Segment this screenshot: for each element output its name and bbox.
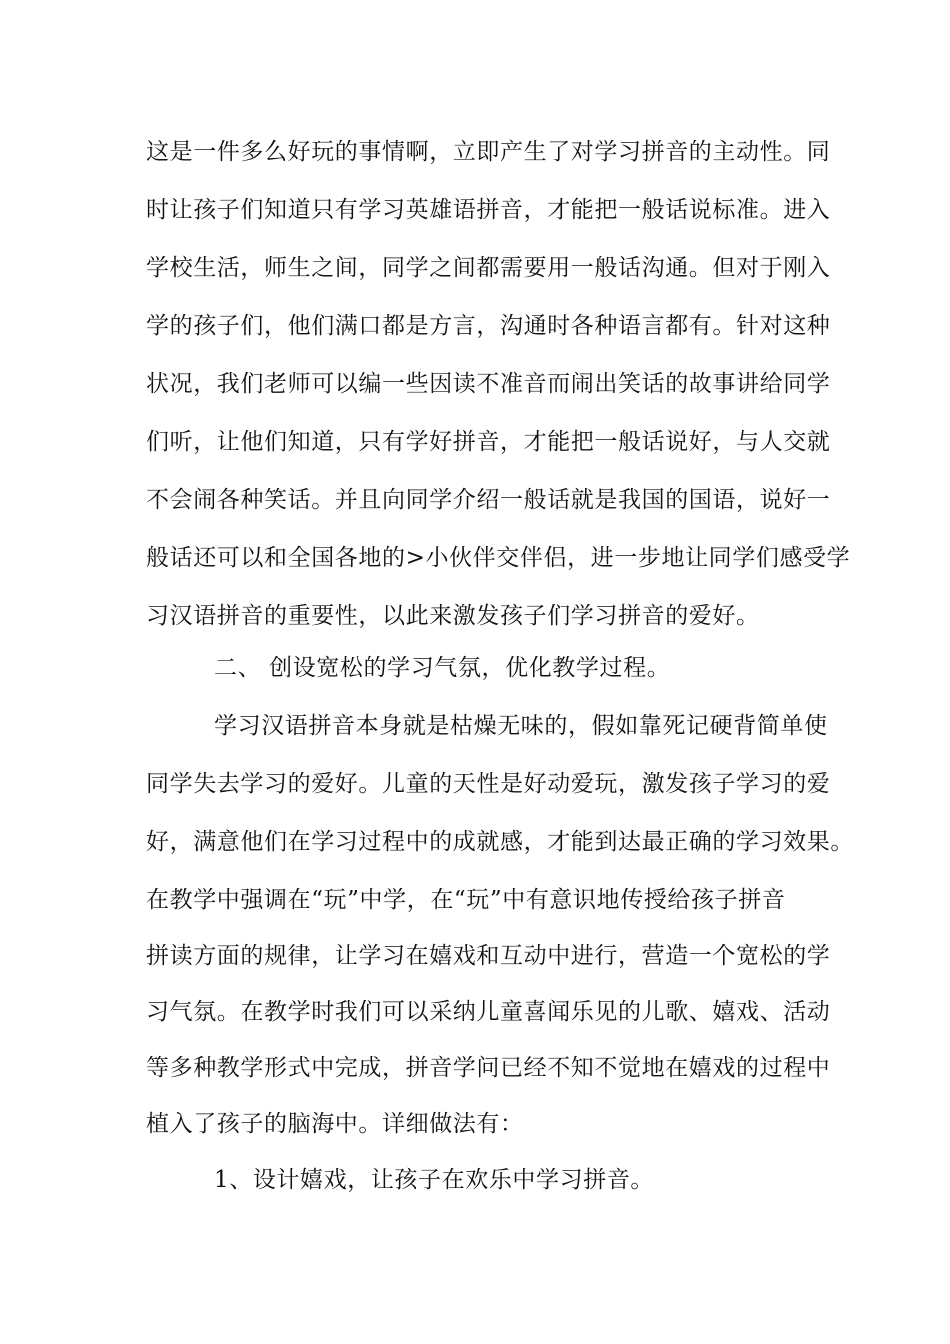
text-line-16: 习气氛。在教学时我们可以采纳儿童喜闻乐见的儿歌、嬉戏、活动 [146,999,831,1025]
text-line-12: 同学失去学习的爱好。儿童的天性是好动爱玩，激发孩子学习的爱 [146,771,831,797]
text-line-1: 这是一件多么好玩的事情啊，立即产生了对学习拼音的主动性。同 [146,139,831,165]
text-line-6: 们听，让他们知道，只有学好拼音，才能把一般话说好，与人交就 [146,429,831,455]
text-line-5: 状况，我们老师可以编一些因读不准音而闹出笑话的故事讲给同学 [146,371,831,397]
text-line-13: 好，满意他们在学习过程中的成就感，才能到达最正确的学习效果。 [146,829,854,855]
text-line-3: 学校生活，师生之间，同学之间都需要用一般话沟通。但对于刚入 [146,255,831,281]
text-line-11: 学习汉语拼音本身就是枯燥无味的，假如靠死记硬背简单使 [214,713,828,739]
list-item-1: 1、设计嬉戏，让孩子在欢乐中学习拼音。 [214,1167,655,1193]
text-line-9: 习汉语拼音的重要性，以此来激发孩子们学习拼音的爱好。 [146,603,760,629]
text-line-7: 不会闹各种笑话。并且向同学介绍一般话就是我国的国语，说好一 [146,487,831,513]
section-heading: 二、 创设宽松的学习气氛，优化教学过程。 [214,655,671,681]
text-line-2: 时让孩子们知道只有学习英雄语拼音，才能把一般话说标准。进入 [146,197,831,223]
text-line-18: 植入了孩子的脑海中。详细做法有： [146,1111,524,1137]
text-line-14: 在教学中强调在“玩”中学，在“玩”中有意识地传授给孩子拼音 [146,887,786,913]
text-line-8: 般话还可以和全国各地的>小伙伴交伴侣，进一步地让同学们感受学 [146,545,851,571]
text-line-15: 拼读方面的规律，让学习在嬉戏和互动中进行，营造一个宽松的学 [146,943,831,969]
text-line-17: 等多种教学形式中完成，拼音学问已经不知不觉地在嬉戏的过程中 [146,1055,831,1081]
text-line-4: 学的孩子们，他们满口都是方言，沟通时各种语言都有。针对这种 [146,313,831,339]
